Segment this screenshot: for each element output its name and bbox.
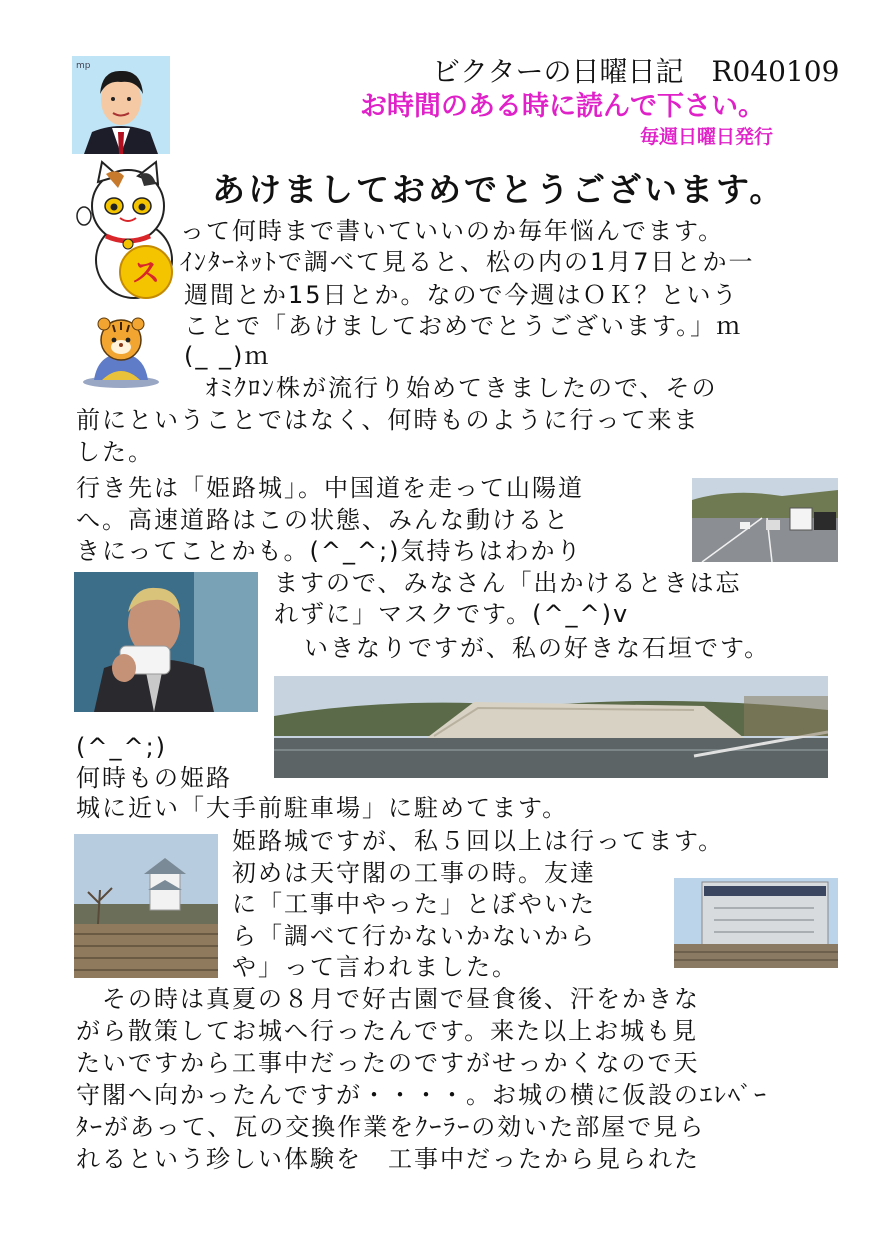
publication-note: 毎週日曜日発行	[640, 126, 774, 148]
himeji-castle-photo	[74, 834, 218, 978]
body-text-line: ら「調べて行かないかないから	[232, 922, 596, 950]
castle-under-construction-photo	[674, 878, 838, 968]
body-text-line: 城に近い「大手前駐車場」に駐めてます。	[76, 794, 569, 822]
body-text-line: ｵﾐｸﾛﾝ株が流行り始めてきましたので、その	[180, 374, 718, 402]
stone-wall-panorama-photo	[274, 676, 828, 778]
body-text-line: ﾀｰがあって、瓦の交換作業をｸｰﾗｰの効いた部屋で見ら	[76, 1113, 706, 1141]
body-text-line: ｲﾝﾀｰﾈｯﾄで調べて見ると、松の内の1月7日とか一	[180, 248, 755, 276]
body-text-line: がら散策してお城へ行ったんです。来た以上お城も見	[76, 1017, 699, 1045]
body-text-line: きにってことかも。(^_^;)気持ちはわかり	[76, 537, 583, 565]
tiger-illustration	[80, 316, 162, 388]
body-text-line: れるという珍しい体験を 工事中だったから見られた	[76, 1145, 700, 1173]
lucky-cat-illustration	[76, 160, 181, 300]
body-text-line: 姫路城ですが、私５回以上は行ってます。	[232, 827, 725, 855]
man-with-mask-photo	[74, 572, 258, 712]
body-text-line: れずに」マスクです。(^_^)v	[274, 600, 630, 628]
body-text-line: たいですから工事中だったのですがせっかくなので天	[76, 1049, 700, 1077]
body-text-line: した。	[76, 438, 154, 466]
new-year-greeting: あけましておめでとうございます。	[212, 170, 786, 209]
body-text-line: や」って言われました。	[232, 953, 518, 981]
diary-title: ビクターの日曜日記 R040109	[432, 55, 840, 88]
svg-text:mp: mp	[76, 61, 91, 71]
body-text-line: 何時もの姫路	[76, 764, 232, 792]
body-text-line: 守閣へ向かったんですが・・・・。お城の横に仮設のｴﾚﾍﾞｰ	[76, 1081, 768, 1109]
body-text-line: その時は真夏の８月で好古園で昼食後、汗をかきな	[76, 985, 700, 1013]
body-text-line: 週間とか15日とか。なので今週はＯＫ？という	[184, 281, 739, 309]
body-text-line: いきなりですが、私の好きな石垣です。	[304, 634, 771, 662]
body-text-line: 行き先は「姫路城」。中国道を走って山陽道	[76, 474, 584, 502]
highway-traffic-photo	[692, 478, 838, 562]
body-text-line: (_ _)ｍ	[184, 342, 271, 370]
body-text-line: ますので、みなさん「出かけるときは忘	[274, 569, 742, 597]
diary-subtitle: お時間のある時に読んで下さい。	[360, 91, 765, 122]
body-text-line: 初めは天守閣の工事の時。友達	[232, 859, 596, 887]
body-text-line: へ。高速道路はこの状態、みんな動けると	[76, 506, 570, 534]
body-text-line: 前にということではなく、何時ものように行って来ま	[76, 406, 700, 434]
body-text-line: に「工事中やった」とぼやいた	[232, 890, 596, 918]
body-text-line: ことで「あけましておめでとうございます。」ｍ	[184, 312, 743, 340]
author-avatar	[72, 56, 170, 154]
svg-text:ス: ス	[131, 256, 161, 289]
body-text-line: って何時まで書いていいのか毎年悩んでます。	[180, 217, 725, 245]
body-text-line: (^_^;)	[76, 733, 168, 761]
